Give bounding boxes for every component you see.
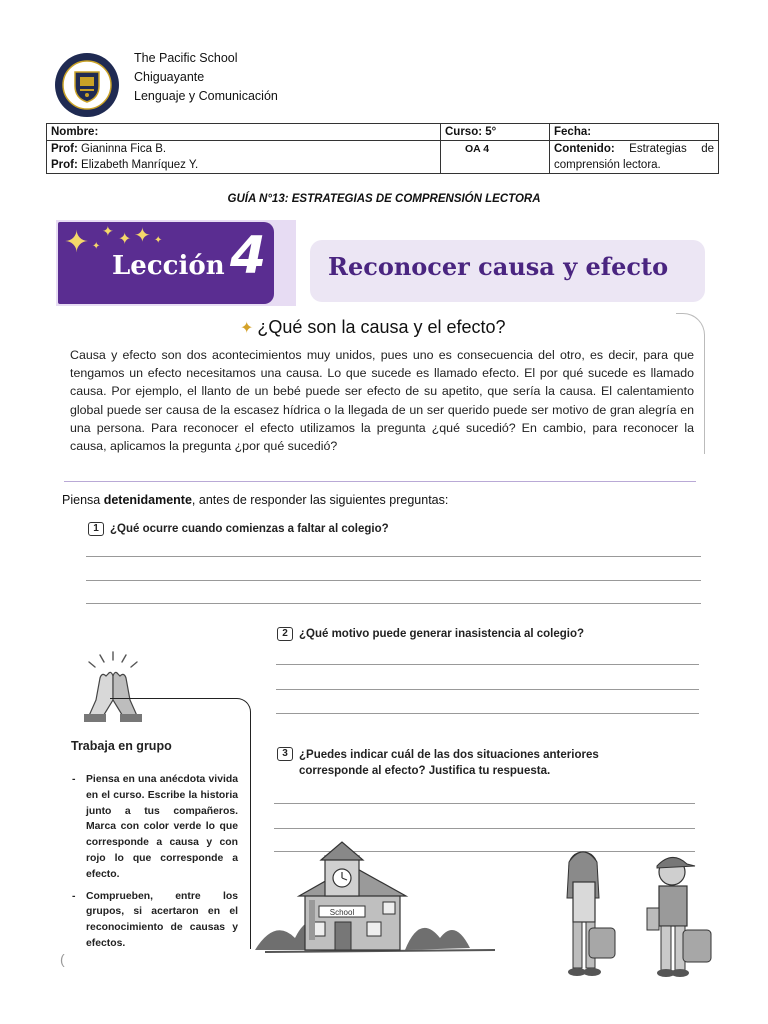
answer-line[interactable] (274, 803, 695, 804)
school-subject: Lenguaje y Comunicación (134, 89, 278, 103)
teacher-2: Prof: Elizabeth Manríquez Y. (51, 159, 199, 171)
divider (64, 481, 696, 482)
student-info-table (46, 123, 719, 174)
lesson-label: Lección (112, 251, 225, 281)
group-work-title: Trabaja en grupo (71, 739, 172, 753)
question-number: 1 (88, 522, 104, 536)
question-text: ¿Puedes indicar cuál de las dos situaciones anteriores corresponde al efecto? Justifica tu respuesta. (299, 749, 599, 777)
answer-line[interactable] (86, 556, 701, 557)
star-icon: ✦ (64, 226, 90, 259)
school-sign-text: School (329, 908, 355, 917)
section-paragraph: Causa y efecto son dos acontecimientos muy unidos, pues uno es consecuencia del otro, es decir, para que tengamos un efecto necesitamos una causa. Lo que sucede es llamado efecto. El por qué sucede es llamado causa. Por ejemplo, el llanto de un bebé puede ser efecto de su apetito, que sería la causa. El calentamiento global puede ser causa de la escasez hídrica o la llegada de un ser querido puede ser motivo de gran alegría en una persona. Para reconocer el efecto utilizamos la pregunta ¿qué sucedió? En cambio, para reconocer la causa, aplicamos la pregunta ¿por qué sucedió? (70, 348, 694, 454)
school-name: The Pacific School (134, 51, 238, 65)
school-crest-logo (54, 52, 120, 118)
guide-title: GUÍA N°13: ESTRATEGIAS DE COMPRENSIÓN LECTORA (227, 193, 541, 205)
lesson-title: Reconocer causa y efecto (328, 252, 669, 281)
lesson-number: 4 (230, 226, 267, 286)
question-number: 3 (277, 747, 293, 761)
answer-line[interactable] (86, 580, 701, 581)
curso-label: Curso: 5° (445, 126, 497, 138)
school-header (134, 49, 278, 106)
instruction-text: Piensa detenidamente, antes de responder las siguientes preguntas: (62, 493, 449, 507)
star-icon: ✦ (134, 225, 151, 247)
question-text: ¿Qué motivo puede generar inasistencia al colegio? (299, 628, 585, 640)
star-icon: ✦ (92, 241, 101, 252)
question-1 (88, 521, 389, 537)
section-heading: ✦ ¿Qué son la causa y el efecto? (240, 317, 506, 337)
answer-line[interactable] (86, 603, 701, 604)
question-3 (277, 747, 657, 779)
contenido: Contenido: Estrategias de (554, 143, 714, 155)
list-item: - Comprueben, entre los grupos, si acertaron en el reconocimiento de causas y efectos. (72, 890, 238, 949)
answer-line[interactable] (276, 664, 699, 665)
question-2 (277, 626, 584, 642)
page-mark: ( (60, 951, 65, 967)
school-city: Chiguayante (134, 70, 205, 84)
star-icon: ✦ (154, 235, 163, 246)
question-text: ¿Qué ocurre cuando comienzas a faltar al colegio? (110, 523, 389, 535)
answer-line[interactable] (276, 713, 699, 714)
contenido-label: Contenido: (554, 143, 615, 155)
star-icon: ✦ (118, 231, 132, 248)
fecha-label: Fecha: (554, 126, 592, 138)
nombre-label: Nombre: (51, 126, 99, 138)
teacher-1: Prof: Gianinna Fica B. (51, 143, 167, 155)
school-children-illustration (255, 838, 725, 988)
group-work-list (72, 772, 238, 958)
list-item: - Piensa en una anécdota vivida en el curso. Escribe la historia junto a tus compañeros. Marca con color verde lo que corresponde a causa y con rojo lo que corresponde a efecto. (72, 774, 238, 880)
answer-line[interactable] (274, 828, 695, 829)
sparkle-icon: ✦ (240, 320, 254, 337)
question-number: 2 (277, 627, 293, 641)
contenido-value: comprensión lectora. (554, 159, 661, 171)
oa-code: OA 4 (464, 143, 490, 155)
answer-line[interactable] (276, 689, 699, 690)
star-icon: ✦ (102, 223, 114, 239)
